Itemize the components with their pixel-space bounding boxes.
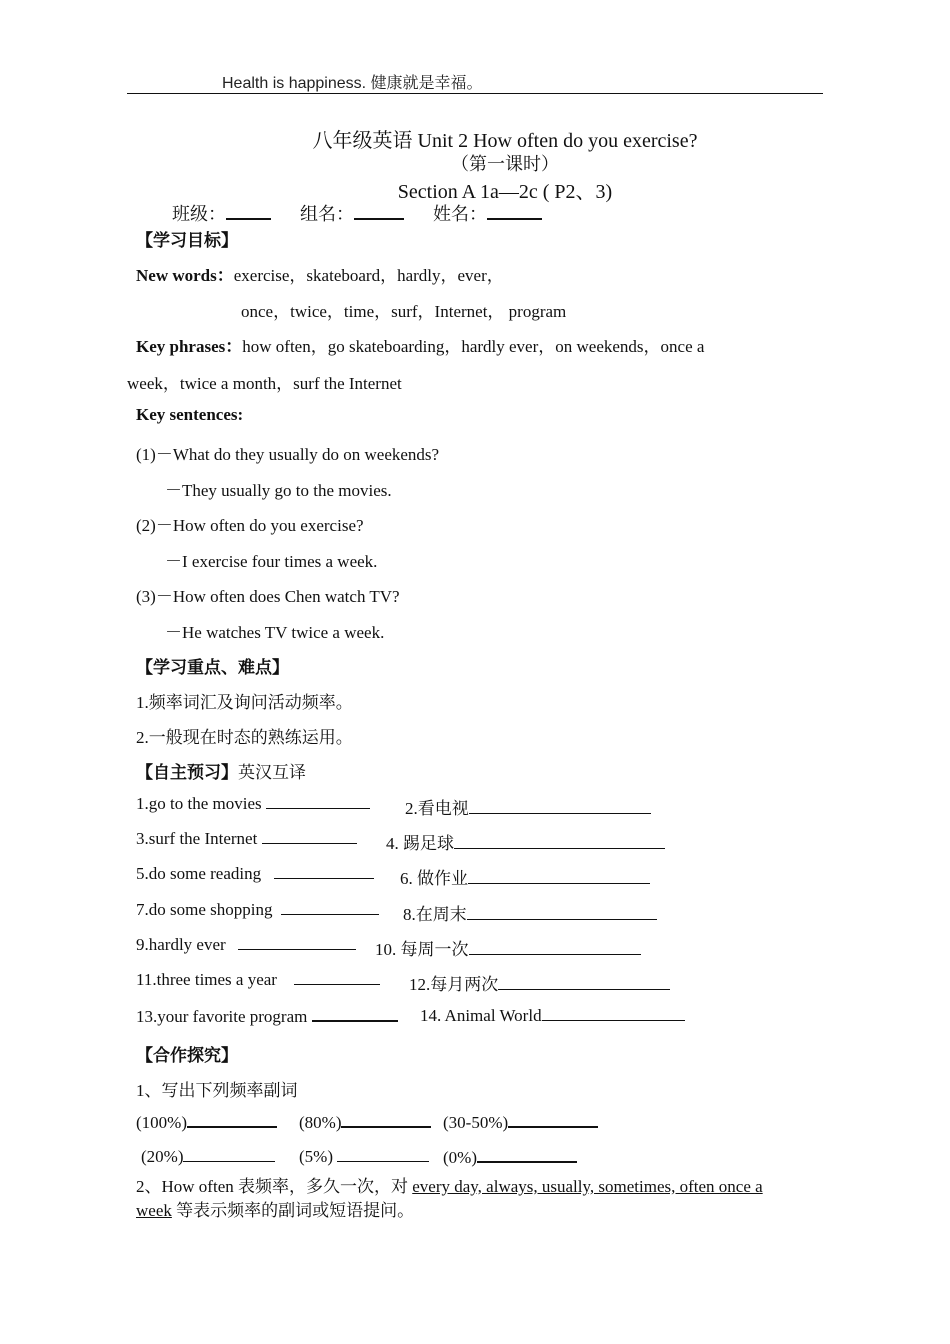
key-sentences-label: Key sentences:: [136, 405, 244, 424]
translation-prompt: 6. 做作业: [400, 869, 468, 888]
translation-item: [420, 1006, 685, 1026]
frequency-examples-cont: week: [136, 1201, 172, 1220]
translation-item: [409, 970, 670, 995]
translation-prompt: 4. 踢足球: [386, 834, 454, 853]
header-divider: [127, 93, 823, 94]
explore-q2-text: 2、How often 表频率，多久一次，对: [136, 1177, 408, 1196]
frequency-percent: (100%): [136, 1113, 187, 1132]
page-title: 八年级英语 Unit 2 How often do you exercise?: [312, 130, 698, 152]
name-label: 姓名：: [433, 204, 487, 224]
answer-blank[interactable]: [312, 1006, 398, 1022]
goals-heading: 【学习目标】: [136, 231, 238, 250]
translation-prompt: 1.go to the movies: [136, 794, 262, 813]
translation-item: [136, 829, 357, 849]
header-motto: Health is happiness. 健康就是幸福。: [222, 75, 483, 92]
focus-heading: 【学习重点、难点】: [136, 658, 289, 677]
explore-q2-tail: 等表示频率的副词或短语提问。: [176, 1201, 415, 1220]
answer-blank[interactable]: [341, 1112, 431, 1128]
answer-blank[interactable]: [469, 799, 651, 814]
answer-blank[interactable]: [183, 1147, 275, 1162]
answer-blank[interactable]: [477, 1147, 577, 1163]
translation-prompt: 7.do some shopping: [136, 900, 273, 919]
answer-blank[interactable]: [508, 1112, 598, 1128]
answer-blank[interactable]: [187, 1112, 277, 1128]
translation-prompt: 14. Animal World: [420, 1006, 542, 1025]
sentence-line: －He watches TV twice a week.: [165, 623, 385, 642]
translation-item: [405, 794, 651, 819]
preview-heading-line: [136, 758, 306, 783]
key-phrases-line-2: week，twice a month，surf the Internet: [127, 374, 402, 393]
translation-prompt: 12.每月两次: [409, 975, 499, 994]
translation-item: [136, 935, 356, 955]
sentence-line: (3)－How often does Chen watch TV?: [136, 587, 400, 606]
translation-item: [403, 900, 657, 925]
sentence-line: －They usually go to the movies.: [165, 481, 392, 500]
focus-item: 2.一般现在时态的熟练运用。: [136, 728, 353, 747]
translation-item: [136, 970, 380, 990]
frequency-item: [443, 1112, 598, 1133]
answer-blank[interactable]: [281, 900, 379, 915]
sentence-line: (1)－What do they usually do on weekends?: [136, 445, 440, 464]
key-phrases-text-1: how often，go skateboarding，hardly ever，on weekends，once a: [242, 337, 705, 356]
frequency-item: [299, 1147, 429, 1167]
frequency-percent: (20%): [141, 1147, 184, 1166]
translation-item: [386, 829, 665, 854]
answer-blank[interactable]: [274, 864, 374, 879]
translation-prompt: 9.hardly ever: [136, 935, 226, 954]
frequency-item: [299, 1112, 431, 1133]
answer-blank[interactable]: [294, 970, 380, 985]
new-words-line-1: [136, 261, 504, 286]
explore-question-2-line-1: [136, 1172, 763, 1197]
frequency-percent: (0%): [443, 1148, 477, 1167]
frequency-item: [136, 1112, 277, 1133]
translation-item: [375, 935, 641, 960]
frequency-percent: (5%): [299, 1147, 333, 1166]
translation-prompt: 8.在周末: [403, 905, 467, 924]
frequency-examples: every day, always, usually, sometimes, often once a: [412, 1177, 763, 1196]
sentence-line: －I exercise four times a week.: [165, 552, 378, 571]
explore-heading: 【合作探究】: [136, 1046, 238, 1065]
translation-item: [136, 1006, 398, 1027]
focus-item: 1.频率词汇及询问活动频率。: [136, 693, 353, 712]
sentence-line: (2)－How often do you exercise?: [136, 516, 364, 535]
explore-question-2-line-2: [136, 1196, 414, 1221]
translation-item: [136, 794, 370, 814]
preview-heading-suffix: 英汉互译: [238, 763, 306, 782]
translation-prompt: 5.do some reading: [136, 864, 262, 883]
answer-blank[interactable]: [454, 834, 665, 849]
answer-blank[interactable]: [238, 935, 356, 950]
translation-prompt: 10. 每周一次: [375, 940, 469, 959]
translation-item: [136, 864, 374, 884]
key-phrases-label: Key phrases：: [136, 337, 243, 356]
answer-blank[interactable]: [542, 1006, 685, 1021]
answer-blank[interactable]: [468, 869, 650, 884]
key-phrases-line-1: [136, 332, 704, 357]
lesson-number: （第一课时）: [451, 154, 559, 174]
class-label: 班级：: [172, 204, 226, 224]
translation-prompt: 2.看电视: [405, 799, 469, 818]
explore-question-1: 1、写出下列频率副词: [136, 1081, 298, 1100]
translation-item: [400, 864, 650, 889]
new-words-line-2: once，twice，time，surf，Internet， program: [241, 302, 567, 321]
group-field[interactable]: [354, 204, 404, 220]
frequency-percent: (80%): [299, 1113, 342, 1132]
frequency-item: [443, 1147, 577, 1168]
translation-item: [136, 900, 379, 920]
translation-prompt: 13.your favorite program: [136, 1007, 308, 1026]
frequency-item: [141, 1147, 275, 1167]
class-field[interactable]: [226, 204, 271, 220]
translation-prompt: 11.three times a year: [136, 970, 277, 989]
answer-blank[interactable]: [262, 829, 357, 844]
new-words-label: New words：: [136, 266, 234, 285]
group-label: 组名：: [300, 204, 354, 224]
answer-blank[interactable]: [498, 975, 670, 990]
info-line: [172, 200, 542, 226]
answer-blank[interactable]: [266, 794, 370, 809]
frequency-percent: (30-50%): [443, 1113, 509, 1132]
new-words-text-1: exercise，skateboard，hardly，ever，: [233, 266, 504, 285]
translation-prompt: 3.surf the Internet: [136, 829, 258, 848]
answer-blank[interactable]: [469, 940, 641, 955]
name-field[interactable]: [487, 204, 542, 220]
answer-blank[interactable]: [467, 905, 657, 920]
answer-blank[interactable]: [337, 1147, 429, 1162]
section-title: Section A 1a—2c ( P2、3): [397, 181, 613, 203]
preview-heading: 【自主预习】: [136, 763, 238, 782]
